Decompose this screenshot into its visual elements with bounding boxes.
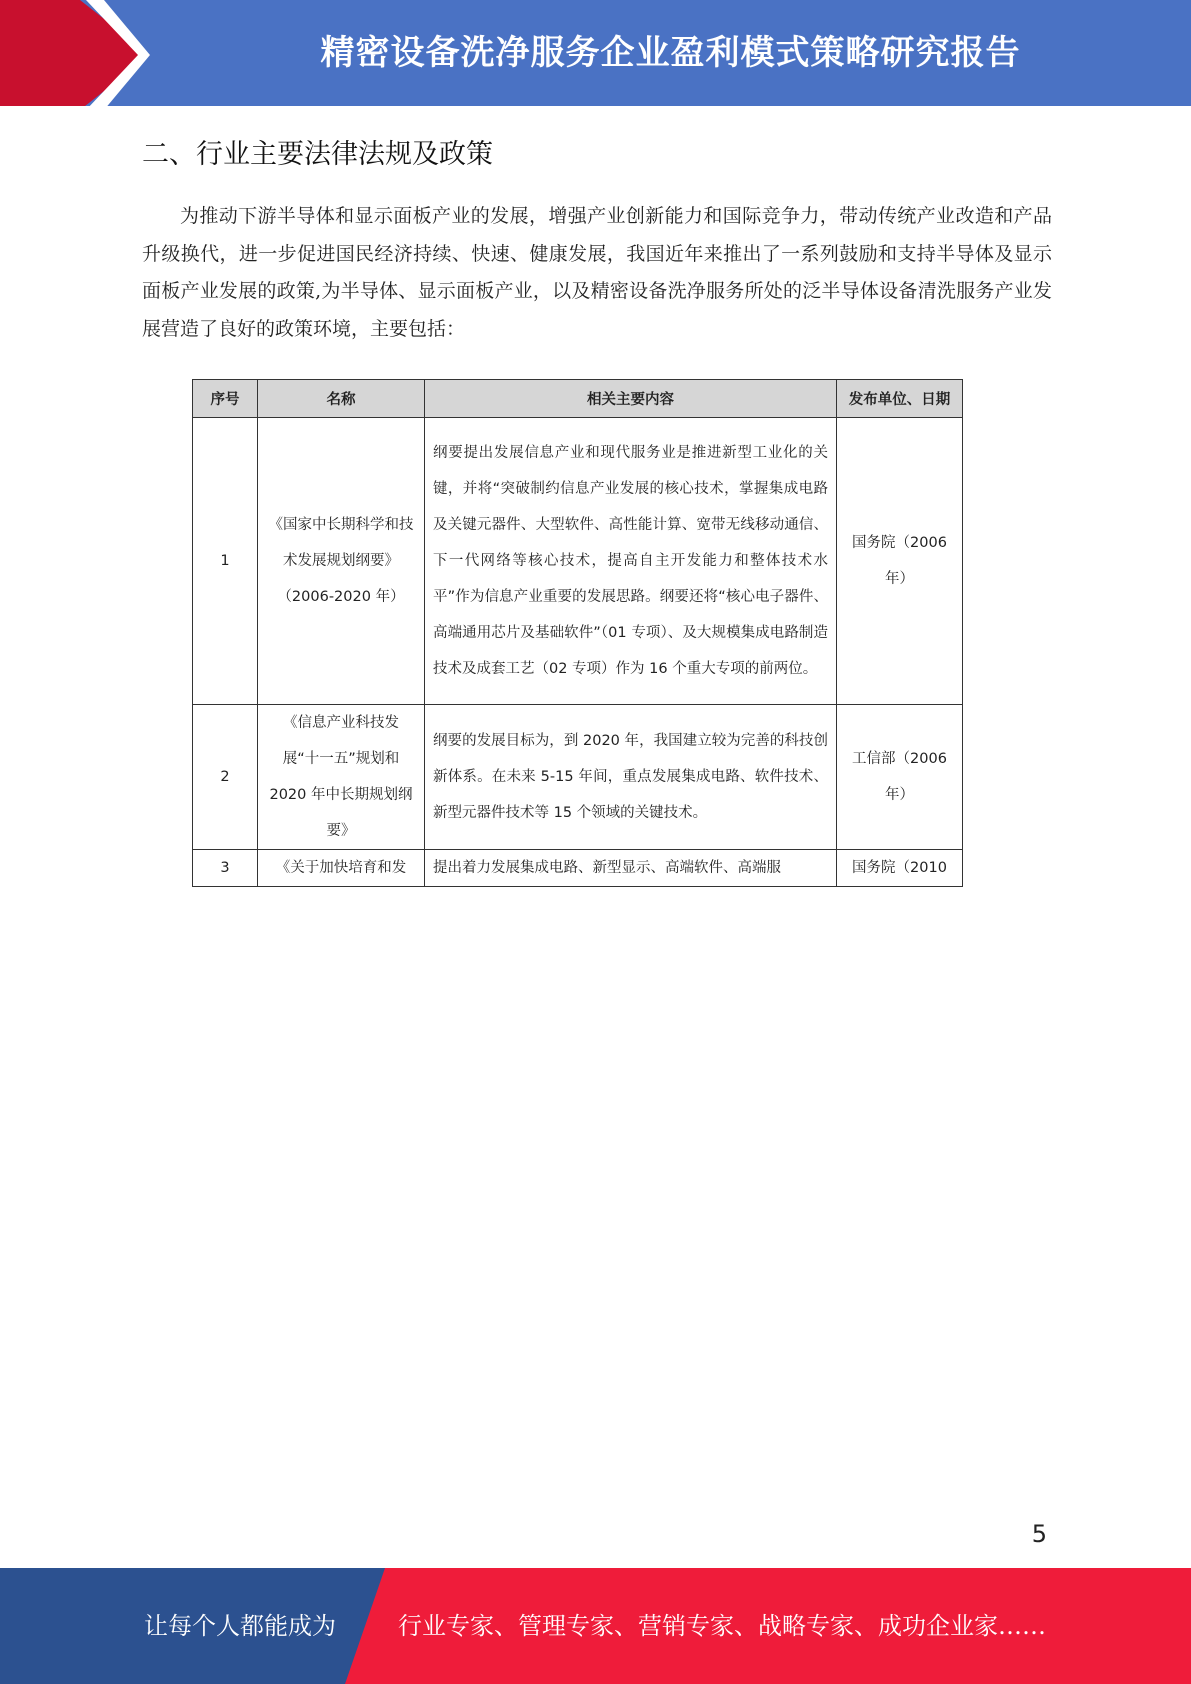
table-row xyxy=(193,705,963,850)
cell-issuer: 国务院（2010 xyxy=(837,850,963,887)
cell-content: 提出着力发展集成电路、新型显示、高端软件、高端服 xyxy=(425,850,837,887)
page-footer xyxy=(0,1568,1191,1684)
cell-content: 纲要提出发展信息产业和现代服务业是推进新型工业化的关键，并将“突破制约信息产业发展的核心技术，掌握集成电路及关键元器件、大型软件、高性能计算、宽带无线移动通信、下一代网络等核心技术，提高自主开发能力和整体技术水平”作为信息产业重要的发展思路。纲要还将“核心电子器件、高端通用芯片及基础软件”（01 专项）、及大规模集成电路制造技术及成套工艺（02 专项）作为 16 个重大专项的前两位。 xyxy=(425,418,837,705)
table-row xyxy=(193,850,963,887)
cell-content: 纲要的发展目标为，到 2020 年，我国建立较为完善的科技创新体系。在未来 5-15 年间，重点发展集成电路、软件技术、新型元器件技术等 15 个领域的关键技术。 xyxy=(425,705,837,850)
section-heading: 二、行业主要法律法规及政策 xyxy=(142,139,493,170)
page-header xyxy=(0,0,1191,110)
cell-name: 《信息产业科技发展“十一五”规划和2020 年中长期规划纲要》 xyxy=(258,705,425,850)
column-header-issuer: 发布单位、日期 xyxy=(837,380,963,418)
footer-slogan-right: 行业专家、管理专家、营销专家、战略专家、成功企业家…… xyxy=(398,1612,1046,1640)
cell-name: 《关于加快培育和发 xyxy=(258,850,425,887)
column-header-content: 相关主要内容 xyxy=(425,380,837,418)
table-row xyxy=(193,418,963,705)
table-header-row xyxy=(193,380,963,418)
footer-slogan-left: 让每个人都能成为 xyxy=(144,1612,336,1640)
cell-no: 3 xyxy=(193,850,258,887)
cell-issuer: 工信部（2006 年） xyxy=(837,705,963,850)
cell-issuer: 国务院（2006 年） xyxy=(837,418,963,705)
cell-name: 《国家中长期科学和技术发展规划纲要》（2006-2020 年） xyxy=(258,418,425,705)
column-header-name: 名称 xyxy=(258,380,425,418)
policy-table xyxy=(192,379,963,887)
cell-no: 2 xyxy=(193,705,258,850)
page-number: 5 xyxy=(1031,1520,1047,1548)
column-header-no: 序号 xyxy=(193,380,258,418)
cell-no: 1 xyxy=(193,418,258,705)
intro-paragraph: 为推动下游半导体和显示面板产业的发展，增强产业创新能力和国际竞争力，带动传统产业改造和产品升级换代，进一步促进国民经济持续、快速、健康发展，我国近年来推出了一系列鼓励和支持半导体及显示面板产业发展的政策,为半导体、显示面板产业，以及精密设备洗净服务所处的泛半导体设备清洗服务产业发展营造了良好的政策环境，主要包括： xyxy=(142,205,1052,340)
report-title: 精密设备洗净服务企业盈利模式策略研究报告 xyxy=(320,33,1021,73)
